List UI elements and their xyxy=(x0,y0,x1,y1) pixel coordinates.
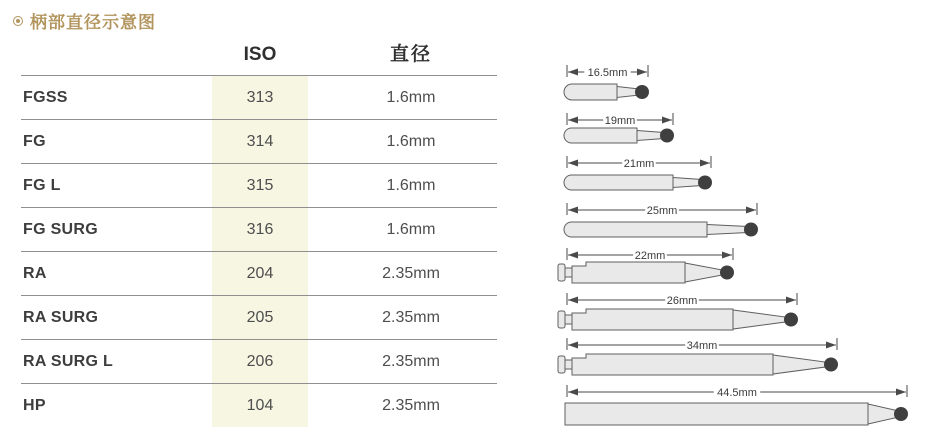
row-iso-code: 316 xyxy=(246,221,274,238)
bur-diagram xyxy=(558,293,798,330)
row-iso-code: 313 xyxy=(246,89,274,106)
bur-head xyxy=(744,223,758,237)
dimension-label: 25mm xyxy=(646,205,678,217)
bur-shank xyxy=(564,84,617,100)
bur-neck xyxy=(733,310,789,329)
bur-diagram xyxy=(558,248,734,283)
latch-groove xyxy=(565,315,572,324)
bur-shank xyxy=(564,128,637,143)
dimension-label: 26mm xyxy=(666,295,698,307)
bur-diagram xyxy=(565,385,908,425)
dimension-line xyxy=(567,156,711,170)
page-title-text: 柄部直径示意图 xyxy=(30,13,156,32)
row-diameter: 2.35mm xyxy=(382,353,440,370)
row-diameter: 2.35mm xyxy=(382,309,440,326)
column-header-iso: ISO xyxy=(243,44,277,65)
latch-groove xyxy=(565,360,572,369)
bur-head xyxy=(894,407,908,421)
row-name: FG xyxy=(23,133,46,150)
dimension-line xyxy=(567,65,648,79)
bur-shank xyxy=(572,309,733,330)
row-iso-code: 104 xyxy=(246,397,274,414)
row-iso-code: 205 xyxy=(246,309,274,326)
row-name: FGSS xyxy=(23,89,68,106)
bur-head xyxy=(824,358,838,372)
bur-neck xyxy=(707,225,748,235)
latch-cap xyxy=(558,264,565,281)
row-iso-code: 204 xyxy=(246,265,274,282)
dimension-label: 16.5mm xyxy=(587,67,628,79)
bur-neck xyxy=(773,355,829,374)
dimension-label: 21mm xyxy=(623,158,655,170)
dimension-line xyxy=(567,248,733,262)
row-diameter: 1.6mm xyxy=(386,221,436,238)
bur-head xyxy=(784,313,798,327)
bur-head xyxy=(698,176,712,190)
row-diameter: 1.6mm xyxy=(386,177,436,194)
dimension-label: 44.5mm xyxy=(717,387,757,399)
row-diameter: 1.6mm xyxy=(386,133,436,150)
dimension-line xyxy=(567,338,837,352)
bur-diagram xyxy=(564,203,758,237)
latch-cap xyxy=(558,311,565,328)
bur-shank xyxy=(572,262,685,283)
bur-diagram xyxy=(558,338,838,375)
row-name: HP xyxy=(23,397,46,414)
column-header-diameter: 直径 xyxy=(389,44,432,65)
bur-shank xyxy=(565,403,868,425)
bur-head xyxy=(660,129,674,143)
bur-shank xyxy=(564,175,673,190)
dimension-label: 34mm xyxy=(686,340,718,352)
latch-groove xyxy=(565,268,572,277)
bur-diagram xyxy=(564,113,674,143)
row-name: RA xyxy=(23,265,47,282)
bur-shank xyxy=(572,354,773,375)
row-name: RA SURG xyxy=(23,309,99,326)
row-diameter: 2.35mm xyxy=(382,397,440,414)
row-name: FG SURG xyxy=(23,221,98,238)
bur-shank xyxy=(564,222,707,237)
dimension-line xyxy=(567,113,673,127)
dimension-line xyxy=(567,385,907,399)
dimension-line xyxy=(567,203,757,217)
row-name: FG L xyxy=(23,177,61,194)
row-iso-code: 206 xyxy=(246,353,274,370)
bur-head xyxy=(635,85,649,99)
bur-head xyxy=(720,266,734,280)
bur-diagram xyxy=(564,156,712,190)
row-diameter: 2.35mm xyxy=(382,265,440,282)
bur-neck xyxy=(673,178,702,188)
bur-neck xyxy=(637,131,664,141)
row-iso-code: 314 xyxy=(246,133,274,150)
row-name: RA SURG L xyxy=(23,353,114,370)
row-diameter: 1.6mm xyxy=(386,89,436,106)
latch-cap xyxy=(558,356,565,373)
dimension-label: 19mm xyxy=(604,115,636,127)
bur-neck xyxy=(685,263,725,282)
bur-diagram xyxy=(564,65,649,100)
dimension-label: 22mm xyxy=(634,250,666,262)
row-iso-code: 315 xyxy=(246,177,274,194)
dimension-line xyxy=(567,293,797,307)
